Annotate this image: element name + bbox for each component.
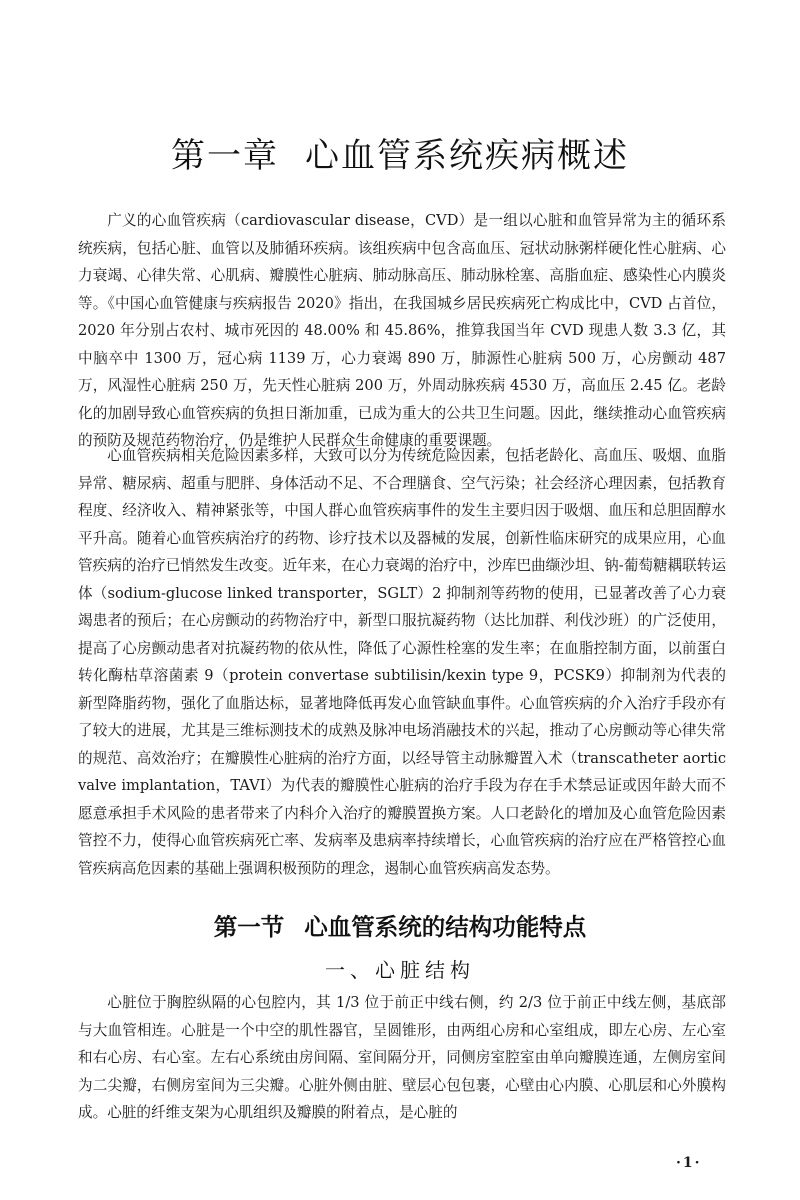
intro-paragraph-2 — [78, 442, 726, 882]
chapter-number: 第一章 — [171, 136, 279, 176]
chapter-title — [0, 128, 800, 177]
page-number: ·1· — [676, 1155, 702, 1171]
section-name: 心血管系统的结构功能特点 — [304, 913, 587, 941]
intro-paragraph-1 — [78, 207, 726, 455]
paragraph-text: 广义的心血管疾病（cardiovascular disease，CVD）是一组以心脏和血管异常为主的循环系统疾病，包括心脏、血管以及肺循环疾病。该组疾病中包含高血压、冠状动脉粥样硬化性心脏病、心力衰竭、心律失常、心肌病、瓣膜性心脏病、肺动脉高压、肺动脉栓塞、高脂血症、感染性心内膜炎等。《中国心血管健康与疾病报告 2020》指出，在我国城乡居民疾病死亡构成比中，CVD 占首位，2020 年分别占农村、城市死因的 48.00% 和 45.86%，推算我国当年 CVD 现患人数 3.3 亿，其中脑卒中 1300 万，冠心病 1139 万，心力衰竭 890 万，肺源性心脏病 500 万，心房颤动 487 万，风湿性心脏病 250 万，先天性心脏病 200 万，外周动脉疾病 4530 万，高血压 2.45 亿。老龄化的加剧导致心血管疾病的负担日渐加重，已成为重大的公共卫生问题。因此，继续推动心血管疾病的预防及规范药物治疗，仍是维护人民群众生命健康的重要课题。 — [78, 212, 726, 449]
heart-structure-paragraph — [78, 989, 726, 1127]
chapter-name: 心血管系统疾病概述 — [305, 136, 629, 176]
paragraph-text: 心血管疾病相关危险因素多样，大致可以分为传统危险因素，包括老龄化、高血压、吸烟、血脂异常、糖尿病、超重与肥胖、身体活动不足、不合理膳食、空气污染；社会经济心理因素，包括教育程度、经济收入、精神紧张等，中国人群心血管疾病事件的发生主要归因于吸烟、血压和总胆固醇水平升高。随着心血管疾病治疗的药物、诊疗技术以及器械的发展，创新性临床研究的成果应用，心血管疾病的治疗已悄然发生改变。近年来，在心力衰竭的治疗中，沙库巴曲缬沙坦、钠-葡萄糖耦联转运体（sodium-glucose linked transporter，SGLT）2 抑制剂等药物的使用，已显著改善了心力衰竭患者的预后；在心房颤动的药物治疗中，新型口服抗凝药物（达比加群、利伐沙班）的广泛使用，提高了心房颤动患者对抗凝药物的依从性，降低了心源性栓塞的发生率；在血脂控制方面，以前蛋白转化酶枯草溶菌素 9（protein convertase subtilisin/kexin type 9，PCSK9）抑制剂为代表的新型降脂药物，强化了血脂达标，显著地降低再发心血管缺血事件。心血管疾病的介入治疗手段亦有了较大的进展，尤其是三维标测技术的成熟及脉冲电场消融技术的兴起，推动了心房颤动等心律失常的规范、高效治疗；在瓣膜性心脏病的治疗方面，以经导管主动脉瓣置入术（transcatheter aortic valve implantation，TAVI）为代表的瓣膜性心脏病的治疗手段为存在手术禁忌证或因年龄大而不愿意承担手术风险的患者带来了内科介入治疗的瓣膜置换方案。人口老龄化的增加及心血管危险因素管控不力，使得心血管疾病死亡率、发病率及患病率持续增长，心血管疾病的治疗应在严格管控心血管疾病高危因素的基础上强调积极预防的理念，遏制心血管疾病高发态势。 — [78, 447, 726, 877]
paragraph-text: 心脏位于胸腔纵隔的心包腔内，其 1/3 位于前正中线右侧，约 2/3 位于前正中线左侧，基底部与大血管相连。心脏是一个中空的肌性器官，呈圆锥形，由两组心房和心室组成，即左心房、左心室和右心房、右心室。左右心系统由房间隔、室间隔分开，同侧房室腔室由单向瓣膜连通，左侧房室间为二尖瓣，右侧房室间为三尖瓣。心脏外侧由脏、壁层心包包裹，心壁由心内膜、心肌层和心外膜构成。心脏的纤维支架为心肌组织及瓣膜的附着点，是心脏的 — [78, 994, 726, 1121]
section-number: 第一节 — [213, 913, 285, 941]
section-title — [0, 908, 800, 942]
subsection-title: 一、心脏结构 — [325, 958, 475, 982]
